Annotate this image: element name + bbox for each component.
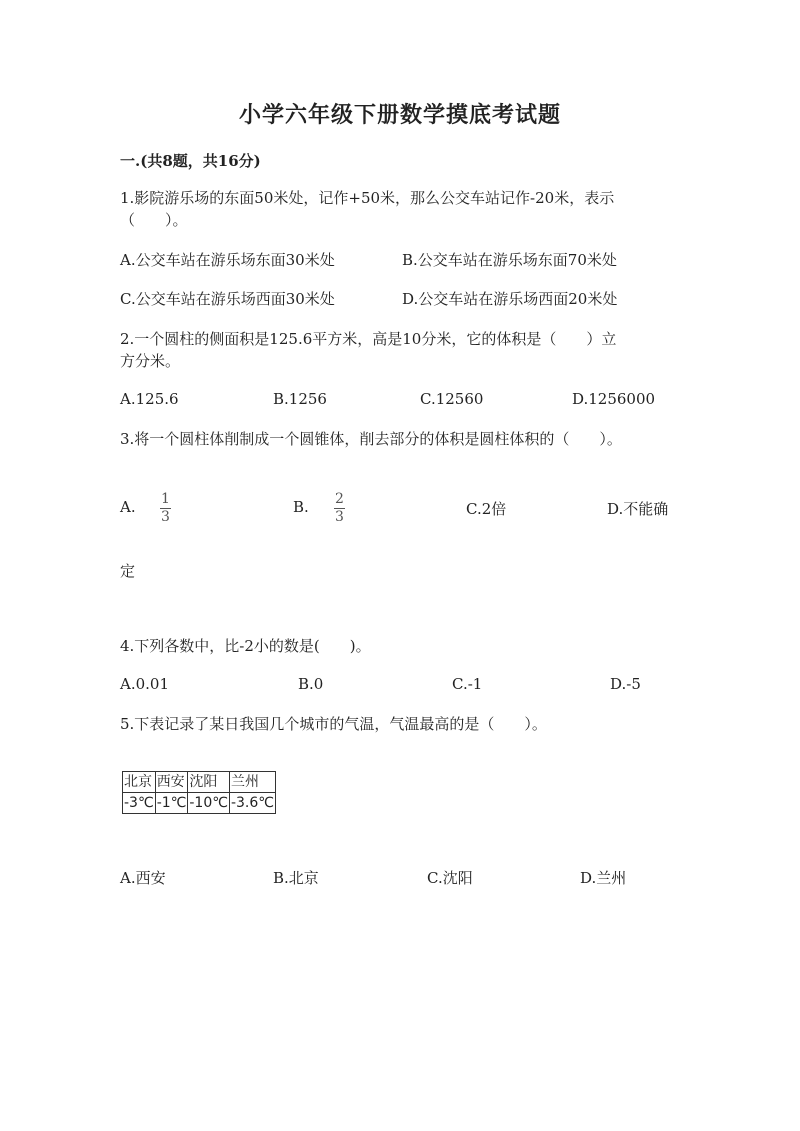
question-1-option-c[interactable]: C.公交车站在游乐场西面30米处 (120, 290, 335, 308)
question-1-line-1: 1.影院游乐场的东面50米处，记作+50米，那么公交车站记作-20米，表示 (120, 189, 615, 207)
question-4-option-b[interactable]: B.0 (298, 675, 324, 693)
section-heading: 一.(共8题，共16分) (120, 152, 261, 170)
table-header-cell: 兰州 (229, 772, 275, 793)
fraction-denominator: 3 (335, 509, 344, 525)
question-5-option-b[interactable]: B.北京 (273, 869, 319, 887)
question-2-option-d[interactable]: D.1256000 (572, 390, 656, 408)
table-header-cell: 北京 (123, 772, 156, 793)
question-1-option-b[interactable]: B.公交车站在游乐场东面70米处 (402, 251, 617, 269)
table-row (123, 793, 276, 814)
question-1-option-d[interactable]: D.公交车站在游乐场西面20米处 (402, 290, 618, 308)
question-5-option-d[interactable]: D.兰州 (580, 869, 627, 887)
table-cell: -3℃ (123, 793, 156, 814)
question-5-option-a[interactable]: A.西安 (120, 869, 166, 887)
question-3-option-d[interactable]: D.不能确 (607, 500, 669, 518)
question-4-option-c[interactable]: C.-1 (452, 675, 483, 693)
question-3-option-d-wrap: 定 (120, 562, 136, 580)
question-5-line-1: 5.下表记录了某日我国几个城市的气温，气温最高的是（ ）。 (120, 715, 547, 733)
question-1-line-2: （ ）。 (120, 211, 188, 229)
table-header-cell: 沈阳 (188, 772, 230, 793)
table-row (123, 772, 276, 793)
table-header-cell: 西安 (155, 772, 188, 793)
question-2-option-b[interactable]: B.1256 (273, 390, 327, 408)
table-cell: -3.6℃ (229, 793, 275, 814)
question-2-line-2: 方分米。 (120, 352, 181, 370)
fraction-numerator: 2 (335, 491, 344, 507)
fraction-denominator: 3 (161, 509, 170, 525)
question-2-option-a[interactable]: A.125.6 (120, 390, 179, 408)
question-3-line-1: 3.将一个圆柱体削制成一个圆锥体，削去部分的体积是圆柱体积的（ ）。 (120, 430, 622, 448)
table-cell: -1℃ (155, 793, 188, 814)
fraction-one-third (160, 492, 171, 525)
question-2-option-c[interactable]: C.12560 (420, 390, 484, 408)
question-2-line-1: 2.一个圆柱的侧面积是125.6平方米，高是10分米，它的体积是（ ）立 (120, 330, 617, 348)
question-3-option-c[interactable]: C.2倍 (466, 500, 507, 518)
question-4-line-1: 4.下列各数中，比-2小的数是( )。 (120, 637, 371, 655)
fraction-two-thirds (334, 492, 345, 525)
question-3-option-b[interactable]: B. (293, 498, 309, 516)
question-3-option-a[interactable]: A. (120, 498, 136, 516)
page-title: 小学六年级下册数学摸底考试题 (238, 102, 561, 128)
fraction-numerator: 1 (161, 491, 170, 507)
question-4-option-d[interactable]: D.-5 (610, 675, 641, 693)
question-5-option-c[interactable]: C.沈阳 (427, 869, 473, 887)
question-1-option-a[interactable]: A.公交车站在游乐场东面30米处 (120, 251, 335, 269)
temperature-table (122, 771, 276, 814)
question-4-option-a[interactable]: A.0.01 (120, 675, 169, 693)
table-cell: -10℃ (188, 793, 230, 814)
